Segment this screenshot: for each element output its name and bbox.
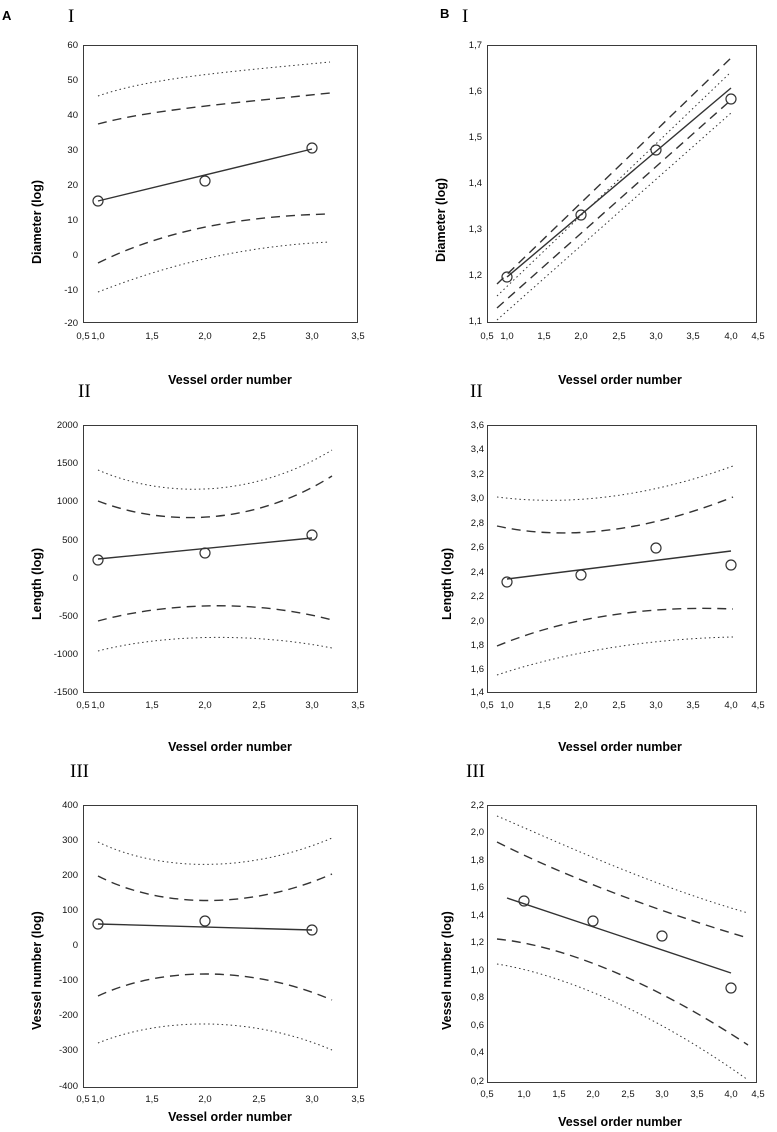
subplot-title-b-i: I <box>462 6 469 27</box>
x-tick: 3,0 <box>305 1094 319 1105</box>
x-tick: 2,0 <box>574 331 588 342</box>
x-axis-label-b-i: Vessel order number <box>558 373 682 387</box>
subplot-title-b-ii: II <box>470 381 483 402</box>
x-tick: 3,0 <box>655 1089 669 1100</box>
y-axis-label-b-ii: Length (log) <box>440 547 454 620</box>
x-tick: 4,5 <box>751 331 765 342</box>
y-tick: 1,1 <box>468 316 482 327</box>
y-tick: -1000 <box>53 649 78 660</box>
y-tick: 1,7 <box>468 40 482 51</box>
x-tick: 1,0 <box>91 1094 105 1105</box>
y-tick: 20 <box>67 180 78 191</box>
x-tick: 0,5 <box>480 331 494 342</box>
y-tick: -200 <box>58 1010 78 1021</box>
y-tick: 1,6 <box>468 86 482 97</box>
y-tick: 500 <box>62 535 78 546</box>
x-tick: 2,0 <box>586 1089 600 1100</box>
y-tick: 1000 <box>56 496 78 507</box>
x-tick: 4,0 <box>724 1089 738 1100</box>
y-tick: 3,0 <box>470 493 484 504</box>
y-tick: 1,6 <box>470 664 484 675</box>
x-tick: 3,5 <box>351 331 365 342</box>
y-tick: 0,2 <box>470 1076 484 1087</box>
y-tick: 0 <box>72 573 78 584</box>
x-axis-label-b-ii: Vessel order number <box>558 740 682 754</box>
panel-letter-a: A <box>2 8 12 23</box>
x-tick: 4,5 <box>751 1089 765 1100</box>
y-tick: 1,4 <box>470 910 484 921</box>
x-axis-label-a-i: Vessel order number <box>168 373 292 387</box>
y-tick: 40 <box>67 110 78 121</box>
x-tick: 3,0 <box>649 700 663 711</box>
x-tick: 3,5 <box>686 331 700 342</box>
y-tick: 2,8 <box>470 518 484 529</box>
x-tick: 3,5 <box>686 700 700 711</box>
y-tick: 1,2 <box>468 270 482 281</box>
subplot-title-a-i: I <box>68 6 75 27</box>
y-tick: 0 <box>72 940 78 951</box>
x-tick: 0,5 <box>76 700 90 711</box>
x-tick: 3,0 <box>649 331 663 342</box>
x-axis-label-b-iii: Vessel order number <box>558 1115 682 1129</box>
x-axis-label-a-ii: Vessel order number <box>168 740 292 754</box>
y-tick: 1,8 <box>470 855 484 866</box>
x-tick: 3,5 <box>351 700 365 711</box>
y-axis-label-a-iii: Vessel number (log) <box>30 911 44 1030</box>
y-axis-label-a-ii: Length (log) <box>30 547 44 620</box>
y-tick: 3,4 <box>470 444 484 455</box>
x-tick: 3,5 <box>351 1094 365 1105</box>
y-tick: 1,8 <box>470 640 484 651</box>
x-tick: 2,0 <box>198 1094 212 1105</box>
y-tick: -20 <box>64 318 78 329</box>
y-tick: 2000 <box>56 420 78 431</box>
y-tick: 1500 <box>56 458 78 469</box>
x-tick: 2,0 <box>574 700 588 711</box>
panel-letter-b: B <box>440 6 450 21</box>
y-tick: -300 <box>58 1045 78 1056</box>
subplot-title-a-iii: III <box>70 761 89 782</box>
x-tick: 4,0 <box>724 700 738 711</box>
y-axis-label-b-iii: Vessel number (log) <box>440 911 454 1030</box>
y-tick: -100 <box>58 975 78 986</box>
x-tick: 1,5 <box>145 331 159 342</box>
y-tick: 60 <box>67 40 78 51</box>
y-tick: 0,6 <box>470 1020 484 1031</box>
y-tick: 1,0 <box>470 965 484 976</box>
x-tick: 0,5 <box>76 331 90 342</box>
x-tick: 1,0 <box>91 331 105 342</box>
y-tick: -10 <box>64 285 78 296</box>
y-tick: 2,6 <box>470 542 484 553</box>
y-tick: -400 <box>58 1081 78 1092</box>
y-tick: 1,4 <box>470 687 484 698</box>
y-tick: 100 <box>62 905 78 916</box>
x-tick: 2,5 <box>612 331 626 342</box>
x-tick: 1,5 <box>552 1089 566 1100</box>
y-tick: 1,4 <box>468 178 482 189</box>
y-tick: 3,2 <box>470 469 484 480</box>
y-tick: 2,4 <box>470 567 484 578</box>
x-tick: 0,5 <box>76 1094 90 1105</box>
y-tick: 0,8 <box>470 992 484 1003</box>
y-tick: 2,2 <box>470 800 484 811</box>
x-tick: 1,0 <box>500 331 514 342</box>
y-tick: 200 <box>62 870 78 881</box>
x-tick: 2,0 <box>198 331 212 342</box>
x-tick: 1,0 <box>91 700 105 711</box>
x-tick: 0,5 <box>480 700 494 711</box>
x-tick: 4,0 <box>724 331 738 342</box>
x-tick: 1,5 <box>537 700 551 711</box>
x-tick: 2,0 <box>198 700 212 711</box>
y-tick: 1,2 <box>470 937 484 948</box>
x-tick: 2,5 <box>612 700 626 711</box>
x-tick: 1,5 <box>145 1094 159 1105</box>
x-tick: 3,0 <box>305 331 319 342</box>
x-tick: 1,0 <box>517 1089 531 1100</box>
y-tick: 0 <box>72 250 78 261</box>
x-tick: 3,0 <box>305 700 319 711</box>
y-tick: 0,4 <box>470 1047 484 1058</box>
subplot-title-b-iii: III <box>466 761 485 782</box>
x-tick: 1,5 <box>537 331 551 342</box>
x-tick: 1,0 <box>500 700 514 711</box>
y-tick: 3,6 <box>470 420 484 431</box>
subplot-title-a-ii: II <box>78 381 91 402</box>
x-axis-label-a-iii: Vessel order number <box>168 1110 292 1124</box>
y-tick: 400 <box>62 800 78 811</box>
y-tick: 1,6 <box>470 882 484 893</box>
y-tick: 30 <box>67 145 78 156</box>
x-tick: 2,5 <box>621 1089 635 1100</box>
y-tick: 2,0 <box>470 616 484 627</box>
x-tick: 2,5 <box>252 700 266 711</box>
x-tick: 2,5 <box>252 331 266 342</box>
x-tick: 0,5 <box>480 1089 494 1100</box>
y-axis-label-a-i: Diameter (log) <box>30 179 44 264</box>
y-tick: 2,2 <box>470 591 484 602</box>
y-tick: -500 <box>58 611 78 622</box>
x-tick: 2,5 <box>252 1094 266 1105</box>
y-axis-label-b-i: Diameter (log) <box>434 177 448 262</box>
x-tick: 3,5 <box>690 1089 704 1100</box>
x-tick: 4,5 <box>751 700 765 711</box>
y-tick: 1,5 <box>468 132 482 143</box>
y-tick: 50 <box>67 75 78 86</box>
y-tick: 10 <box>67 215 78 226</box>
y-tick: 1,3 <box>468 224 482 235</box>
x-tick: 1,5 <box>145 700 159 711</box>
y-tick: -1500 <box>53 687 78 698</box>
y-tick: 300 <box>62 835 78 846</box>
y-tick: 2,0 <box>470 827 484 838</box>
